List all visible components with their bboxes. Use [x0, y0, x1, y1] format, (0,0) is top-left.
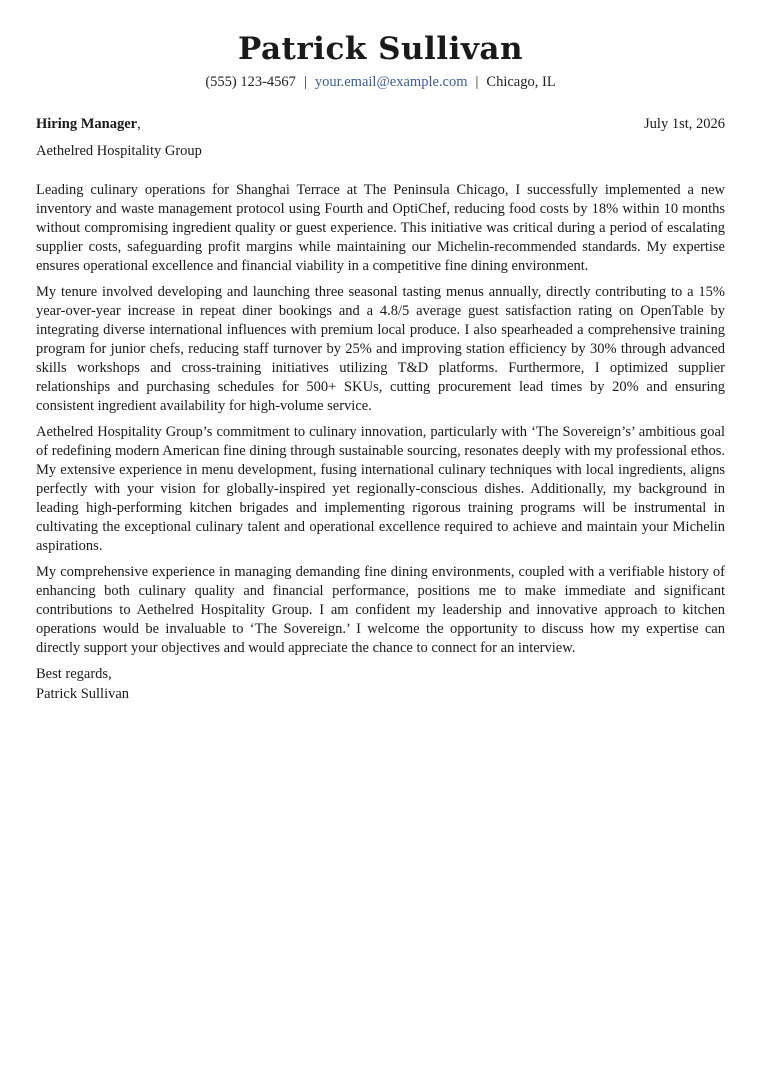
- body-paragraph-1: Leading culinary operations for Shanghai Terrace at The Peninsula Chicago, I successfully implemented a new inventory and waste management protocol using Fourth and OptiChef, reducing food costs by 18% within 10 months without compromising ingredient quality or guest experience. This initiative was critical during a period of escalating supplier costs, safeguarding profit margins while maintaining our Michelin-recommended standards. My expertise ensures operational excellence and financial viability in a competitive fine dining environment.: [36, 182, 725, 274]
- body-paragraph-3: Aethelred Hospitality Group’s commitment to culinary innovation, particularly with ‘The Sovereign’s’ ambitious goal of redefining modern American fine dining through sustainable sourcing, resonates deeply with my professional ethos. My extensive experience in menu development, fusing international culinary techniques with local ingredients, aligns perfectly with your vision for globally-inspired yet regionally-conscious dishes. Additionally, my background in leading high-performing kitchen brigades and implementing rigorous training programs will be instrumental in cultivating the exceptional culinary talent and operational excellence required to achieve and maintain your Michelin aspirations.: [36, 424, 725, 554]
- body-paragraph-4: My comprehensive experience in managing demanding fine dining environments, coupled with a verifiable history of enhancing both culinary quality and financial performance, positions me to make immediate and significant contributions to Aethelred Hospitality Group. I am confident my leadership and innovative approach to kitchen operations would be invaluable to ‘The Sovereign.’ I welcome the opportunity to discuss how my expertise can directly support your objectives and would appreciate the chance to connect for an interview.: [36, 564, 725, 656]
- closing-signature: Patrick Sullivan: [36, 685, 130, 702]
- cover-letter-page: [36, 0, 725, 704]
- contact-line: [36, 71, 725, 93]
- recipient-line: [36, 114, 141, 134]
- letter-closing: [36, 665, 725, 704]
- recipient-company: Aethelred Hospitality Group: [36, 143, 202, 159]
- recipient-date-row: [36, 114, 725, 134]
- body-paragraph-2: My tenure involved developing and launching three seasonal tasting menus annually, directly contributing to a 15% year-over-year increase in repeat diner bookings and a 4.8/5 average guest satisfaction rating on OpenTable by integrating diverse international influences with premium local produce. I also spearheaded a comprehensive training program for junior chefs, reducing staff turnover by 25% and improving station efficiency by 30% through advanced skills workshops and cross-training initiatives utilizing T&D platforms. Furthermore, I optimized supplier relationships and purchasing schedules for 500+ SKUs, cutting procurement lead times by 20% and ensuring consistent ingredient availability for high-volume service.: [36, 284, 725, 414]
- letter-date: July 1st, 2026: [644, 116, 725, 132]
- closing-salutation: Best regards,: [36, 666, 112, 682]
- applicant-name: Patrick Sullivan: [237, 31, 524, 67]
- location: Chicago, IL: [486, 74, 556, 90]
- email-link[interactable]: your.email@example.com: [314, 74, 468, 90]
- contact-separator: |: [303, 74, 307, 90]
- phone-number: (555) 123-4567: [205, 74, 296, 90]
- letter-body: [36, 181, 725, 658]
- recipient-name-suffix: ,: [137, 116, 141, 132]
- contact-separator: |: [475, 74, 479, 90]
- recipient-name: Hiring Manager: [36, 116, 138, 132]
